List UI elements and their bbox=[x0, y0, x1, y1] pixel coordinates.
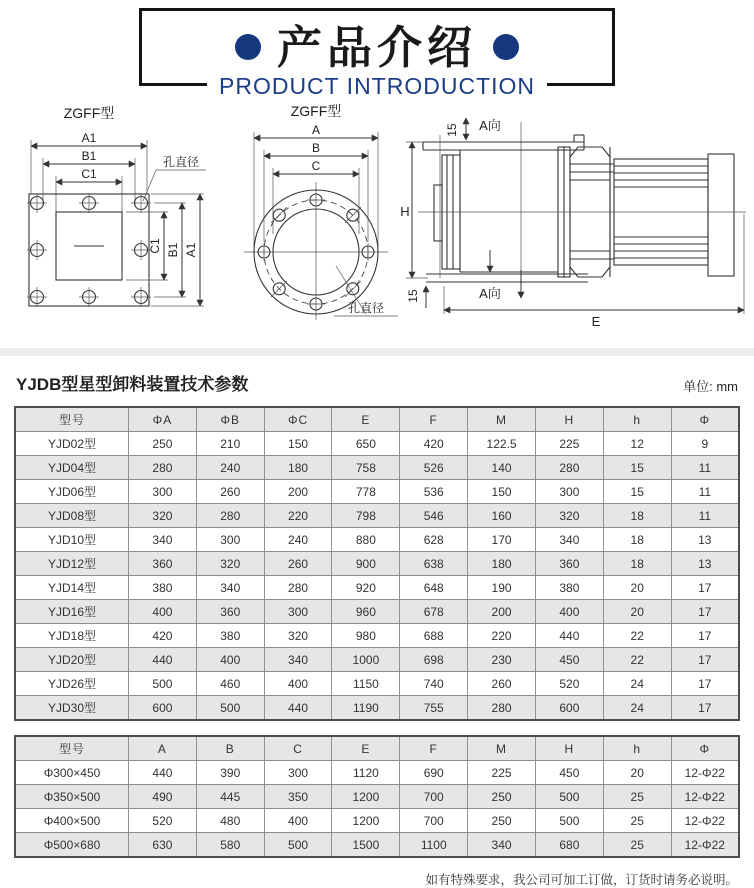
value-cell: 638 bbox=[400, 552, 468, 576]
value-cell: 15 bbox=[603, 480, 671, 504]
table-row bbox=[15, 456, 739, 480]
value-cell: 450 bbox=[535, 761, 603, 785]
value-cell: 480 bbox=[196, 809, 264, 833]
yjd-spec-table bbox=[14, 406, 740, 721]
table-row bbox=[15, 785, 739, 809]
value-cell: 25 bbox=[603, 785, 671, 809]
value-cell: 1500 bbox=[332, 833, 400, 858]
model-cell: Φ500×680 bbox=[15, 833, 129, 858]
value-cell: 340 bbox=[264, 648, 332, 672]
value-cell: 700 bbox=[400, 785, 468, 809]
column-header: B bbox=[196, 736, 264, 761]
dim-15-bottom: 15 bbox=[406, 289, 420, 303]
column-header: C bbox=[264, 736, 332, 761]
dim-c1-top: C1 bbox=[81, 167, 97, 181]
dim-b: B bbox=[311, 141, 321, 155]
value-cell: 180 bbox=[264, 456, 332, 480]
column-header: H bbox=[535, 407, 603, 432]
table-row bbox=[15, 833, 739, 858]
value-cell: 755 bbox=[400, 696, 468, 721]
value-cell: 400 bbox=[535, 600, 603, 624]
value-cell: 25 bbox=[603, 809, 671, 833]
value-cell: 680 bbox=[535, 833, 603, 858]
value-cell: 140 bbox=[468, 456, 536, 480]
value-cell: 24 bbox=[603, 672, 671, 696]
phi-spec-table bbox=[14, 735, 740, 858]
value-cell: 180 bbox=[468, 552, 536, 576]
value-cell: 300 bbox=[264, 600, 332, 624]
value-cell: 22 bbox=[603, 624, 671, 648]
model-cell: YJD04型 bbox=[15, 456, 129, 480]
value-cell: 900 bbox=[332, 552, 400, 576]
value-cell: 360 bbox=[535, 552, 603, 576]
value-cell: 500 bbox=[535, 809, 603, 833]
value-cell: 11 bbox=[671, 480, 739, 504]
value-cell: 960 bbox=[332, 600, 400, 624]
value-cell: 250 bbox=[468, 809, 536, 833]
value-cell: 526 bbox=[400, 456, 468, 480]
value-cell: 536 bbox=[400, 480, 468, 504]
dim-c1-right: C1 bbox=[148, 238, 162, 254]
value-cell: 280 bbox=[468, 696, 536, 721]
value-cell: 1200 bbox=[332, 809, 400, 833]
column-header: M bbox=[468, 736, 536, 761]
value-cell: 250 bbox=[129, 432, 197, 456]
value-cell: 160 bbox=[468, 504, 536, 528]
round-flange-drawing bbox=[230, 102, 402, 340]
value-cell: 20 bbox=[603, 761, 671, 785]
view-a-top: A向 bbox=[479, 118, 501, 133]
model-cell: YJD02型 bbox=[15, 432, 129, 456]
value-cell: 9 bbox=[671, 432, 739, 456]
value-cell: 340 bbox=[535, 528, 603, 552]
model-cell: YJD08型 bbox=[15, 504, 129, 528]
dim-c: C bbox=[311, 159, 321, 173]
model-cell: YJD20型 bbox=[15, 648, 129, 672]
value-cell: 648 bbox=[400, 576, 468, 600]
value-cell: 12-Φ22 bbox=[671, 785, 739, 809]
dim-15-top: 15 bbox=[445, 123, 459, 137]
value-cell: 13 bbox=[671, 528, 739, 552]
value-cell: 400 bbox=[264, 672, 332, 696]
value-cell: 300 bbox=[196, 528, 264, 552]
dim-b1-top: B1 bbox=[81, 149, 97, 163]
value-cell: 1120 bbox=[332, 761, 400, 785]
model-cell: YJD10型 bbox=[15, 528, 129, 552]
column-header: E bbox=[332, 407, 400, 432]
value-cell: 210 bbox=[196, 432, 264, 456]
value-cell: 698 bbox=[400, 648, 468, 672]
value-cell: 220 bbox=[264, 504, 332, 528]
value-cell: 450 bbox=[535, 648, 603, 672]
value-cell: 300 bbox=[129, 480, 197, 504]
value-cell: 20 bbox=[603, 600, 671, 624]
value-cell: 460 bbox=[196, 672, 264, 696]
value-cell: 24 bbox=[603, 696, 671, 721]
spec-section bbox=[0, 370, 754, 888]
table-row bbox=[15, 624, 739, 648]
value-cell: 25 bbox=[603, 833, 671, 858]
value-cell: 17 bbox=[671, 672, 739, 696]
value-cell: 360 bbox=[129, 552, 197, 576]
value-cell: 420 bbox=[400, 432, 468, 456]
value-cell: 380 bbox=[535, 576, 603, 600]
value-cell: 12-Φ22 bbox=[671, 761, 739, 785]
column-header: Φ bbox=[671, 407, 739, 432]
column-header: h bbox=[603, 736, 671, 761]
unit-label: 单位: mm bbox=[683, 379, 738, 394]
value-cell: 320 bbox=[196, 552, 264, 576]
value-cell: 12 bbox=[603, 432, 671, 456]
column-header: H bbox=[535, 736, 603, 761]
side-view-drawing bbox=[398, 102, 752, 340]
model-cell: YJD30型 bbox=[15, 696, 129, 721]
model-cell: YJD16型 bbox=[15, 600, 129, 624]
table-row bbox=[15, 648, 739, 672]
table-row bbox=[15, 672, 739, 696]
value-cell: 340 bbox=[468, 833, 536, 858]
value-cell: 380 bbox=[129, 576, 197, 600]
value-cell: 280 bbox=[196, 504, 264, 528]
value-cell: 1190 bbox=[332, 696, 400, 721]
value-cell: 250 bbox=[468, 785, 536, 809]
value-cell: 440 bbox=[129, 648, 197, 672]
value-cell: 260 bbox=[468, 672, 536, 696]
value-cell: 11 bbox=[671, 456, 739, 480]
table-row bbox=[15, 504, 739, 528]
value-cell: 1200 bbox=[332, 785, 400, 809]
page-header bbox=[139, 8, 615, 100]
table-row bbox=[15, 576, 739, 600]
dim-h: H bbox=[400, 204, 410, 219]
value-cell: 700 bbox=[400, 809, 468, 833]
value-cell: 440 bbox=[535, 624, 603, 648]
value-cell: 520 bbox=[129, 809, 197, 833]
value-cell: 320 bbox=[535, 504, 603, 528]
value-cell: 17 bbox=[671, 576, 739, 600]
column-header: Φ bbox=[671, 736, 739, 761]
value-cell: 220 bbox=[468, 624, 536, 648]
value-cell: 500 bbox=[264, 833, 332, 858]
model-cell: YJD18型 bbox=[15, 624, 129, 648]
model-cell: YJD26型 bbox=[15, 672, 129, 696]
value-cell: 122.5 bbox=[468, 432, 536, 456]
value-cell: 400 bbox=[196, 648, 264, 672]
value-cell: 18 bbox=[603, 552, 671, 576]
value-cell: 1000 bbox=[332, 648, 400, 672]
table-row bbox=[15, 809, 739, 833]
value-cell: 12-Φ22 bbox=[671, 833, 739, 858]
dim-b1-right: B1 bbox=[166, 242, 180, 258]
drawing-label: ZGFF型 bbox=[63, 105, 115, 121]
value-cell: 500 bbox=[129, 672, 197, 696]
value-cell: 360 bbox=[196, 600, 264, 624]
value-cell: 678 bbox=[400, 600, 468, 624]
value-cell: 980 bbox=[332, 624, 400, 648]
value-cell: 280 bbox=[264, 576, 332, 600]
value-cell: 15 bbox=[603, 456, 671, 480]
footer-note: 如有特殊要求，我公司可加工订做，订货时请务必说明。 bbox=[425, 873, 738, 887]
model-cell: Φ400×500 bbox=[15, 809, 129, 833]
dim-a1-top: A1 bbox=[81, 131, 97, 145]
column-header: ΦC bbox=[264, 407, 332, 432]
value-cell: 778 bbox=[332, 480, 400, 504]
right-dot-icon bbox=[493, 34, 519, 60]
value-cell: 170 bbox=[468, 528, 536, 552]
column-header: h bbox=[603, 407, 671, 432]
technical-drawings bbox=[0, 102, 754, 342]
model-cell: YJD12型 bbox=[15, 552, 129, 576]
value-cell: 400 bbox=[129, 600, 197, 624]
value-cell: 740 bbox=[400, 672, 468, 696]
value-cell: 300 bbox=[264, 761, 332, 785]
value-cell: 600 bbox=[535, 696, 603, 721]
dim-e: E bbox=[591, 314, 601, 329]
value-cell: 500 bbox=[196, 696, 264, 721]
value-cell: 260 bbox=[264, 552, 332, 576]
value-cell: 320 bbox=[264, 624, 332, 648]
section-separator bbox=[0, 348, 754, 356]
drawing-label: ZGFF型 bbox=[290, 103, 342, 119]
value-cell: 240 bbox=[264, 528, 332, 552]
model-cell: Φ300×450 bbox=[15, 761, 129, 785]
table-header-row bbox=[15, 407, 739, 432]
table-row bbox=[15, 528, 739, 552]
page-subtitle: PRODUCT INTRODUCTION bbox=[207, 73, 547, 101]
value-cell: 420 bbox=[129, 624, 197, 648]
model-cell: YJD06型 bbox=[15, 480, 129, 504]
value-cell: 490 bbox=[129, 785, 197, 809]
table-row bbox=[15, 696, 739, 721]
column-header: 型号 bbox=[15, 407, 129, 432]
table-row bbox=[15, 600, 739, 624]
value-cell: 280 bbox=[535, 456, 603, 480]
value-cell: 580 bbox=[196, 833, 264, 858]
value-cell: 280 bbox=[129, 456, 197, 480]
table-header-row bbox=[15, 736, 739, 761]
column-header: F bbox=[400, 736, 468, 761]
value-cell: 546 bbox=[400, 504, 468, 528]
column-header: F bbox=[400, 407, 468, 432]
value-cell: 22 bbox=[603, 648, 671, 672]
value-cell: 628 bbox=[400, 528, 468, 552]
value-cell: 798 bbox=[332, 504, 400, 528]
value-cell: 600 bbox=[129, 696, 197, 721]
view-a-bottom: A向 bbox=[479, 286, 501, 301]
value-cell: 440 bbox=[264, 696, 332, 721]
value-cell: 150 bbox=[468, 480, 536, 504]
value-cell: 440 bbox=[129, 761, 197, 785]
model-cell: YJD14型 bbox=[15, 576, 129, 600]
value-cell: 240 bbox=[196, 456, 264, 480]
value-cell: 225 bbox=[468, 761, 536, 785]
value-cell: 230 bbox=[468, 648, 536, 672]
square-flange-drawing bbox=[4, 102, 230, 340]
value-cell: 340 bbox=[196, 576, 264, 600]
left-dot-icon bbox=[235, 34, 261, 60]
value-cell: 190 bbox=[468, 576, 536, 600]
column-header: E bbox=[332, 736, 400, 761]
value-cell: 688 bbox=[400, 624, 468, 648]
value-cell: 650 bbox=[332, 432, 400, 456]
table-row bbox=[15, 480, 739, 504]
value-cell: 1150 bbox=[332, 672, 400, 696]
section-title: YJDB型星型卸料装置技术参数 bbox=[16, 375, 249, 394]
value-cell: 1100 bbox=[400, 833, 468, 858]
value-cell: 150 bbox=[264, 432, 332, 456]
value-cell: 20 bbox=[603, 576, 671, 600]
value-cell: 690 bbox=[400, 761, 468, 785]
column-header: A bbox=[129, 736, 197, 761]
value-cell: 500 bbox=[535, 785, 603, 809]
value-cell: 920 bbox=[332, 576, 400, 600]
table-row bbox=[15, 761, 739, 785]
value-cell: 880 bbox=[332, 528, 400, 552]
dim-a: A bbox=[311, 123, 321, 137]
value-cell: 758 bbox=[332, 456, 400, 480]
value-cell: 17 bbox=[671, 648, 739, 672]
value-cell: 18 bbox=[603, 504, 671, 528]
column-header: 型号 bbox=[15, 736, 129, 761]
hole-diameter-label: 孔直径 bbox=[347, 301, 385, 315]
value-cell: 350 bbox=[264, 785, 332, 809]
value-cell: 200 bbox=[468, 600, 536, 624]
model-cell: Φ350×500 bbox=[15, 785, 129, 809]
column-header: ΦB bbox=[196, 407, 264, 432]
value-cell: 400 bbox=[264, 809, 332, 833]
value-cell: 200 bbox=[264, 480, 332, 504]
bolt-holes bbox=[27, 193, 151, 307]
value-cell: 320 bbox=[129, 504, 197, 528]
value-cell: 12-Φ22 bbox=[671, 809, 739, 833]
value-cell: 390 bbox=[196, 761, 264, 785]
value-cell: 18 bbox=[603, 528, 671, 552]
column-header: M bbox=[468, 407, 536, 432]
value-cell: 445 bbox=[196, 785, 264, 809]
table-row bbox=[15, 552, 739, 576]
value-cell: 17 bbox=[671, 696, 739, 721]
value-cell: 225 bbox=[535, 432, 603, 456]
value-cell: 13 bbox=[671, 552, 739, 576]
table-row bbox=[15, 432, 739, 456]
dim-a1-right: A1 bbox=[184, 242, 198, 258]
value-cell: 340 bbox=[129, 528, 197, 552]
page-title: 产品介绍 bbox=[276, 21, 477, 73]
column-header: ΦA bbox=[129, 407, 197, 432]
value-cell: 300 bbox=[535, 480, 603, 504]
value-cell: 630 bbox=[129, 833, 197, 858]
value-cell: 260 bbox=[196, 480, 264, 504]
value-cell: 17 bbox=[671, 600, 739, 624]
value-cell: 11 bbox=[671, 504, 739, 528]
hole-diameter-label: 孔直径 bbox=[162, 155, 200, 169]
value-cell: 520 bbox=[535, 672, 603, 696]
value-cell: 17 bbox=[671, 624, 739, 648]
value-cell: 380 bbox=[196, 624, 264, 648]
